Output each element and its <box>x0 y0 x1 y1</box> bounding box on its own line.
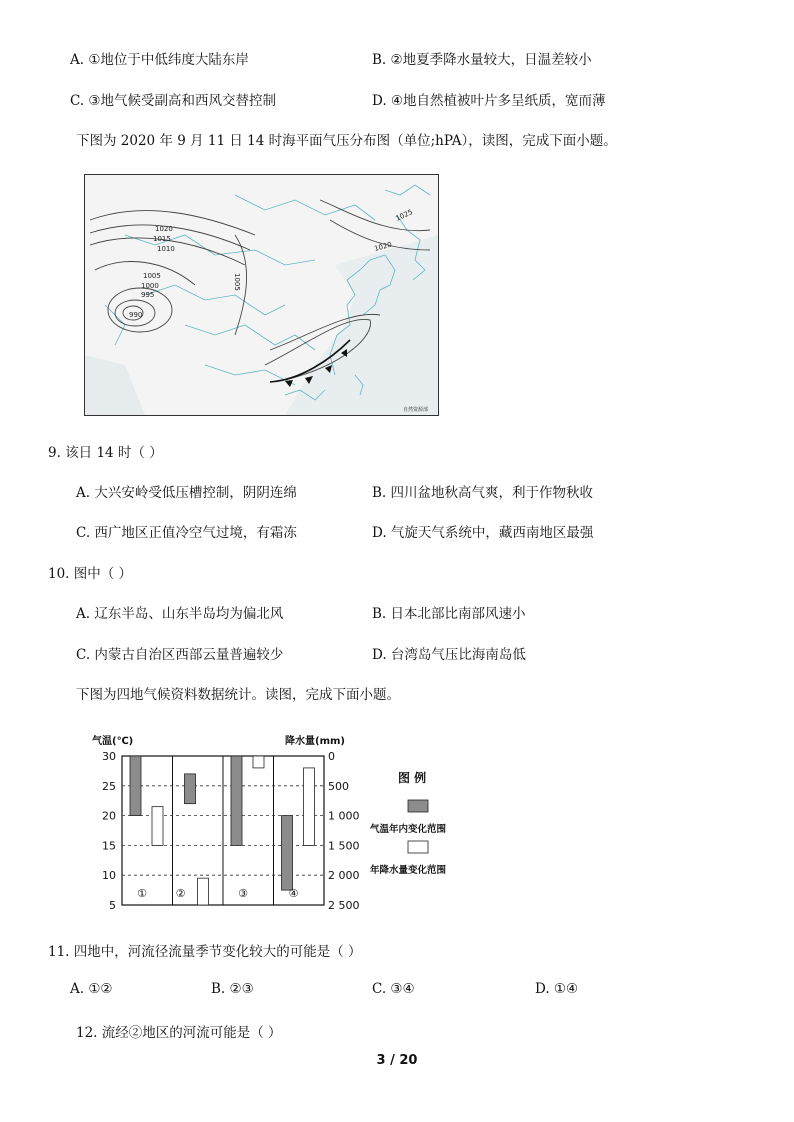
q10-stem: 10. 图中（ ） <box>48 566 133 582</box>
q9-option-d: D. 气旋天气系统中，藏西南地区最强 <box>372 525 594 541</box>
temp-range-bar <box>130 756 141 816</box>
legend-precip-label: 年降水量变化范围 <box>370 865 447 876</box>
temp-range-bar <box>231 756 242 845</box>
q10-option-c: C. 内蒙古自治区西部云量普遍较少 <box>76 647 284 663</box>
prev-option-c: C. ③地气候受副高和西风交替控制 <box>70 93 277 109</box>
q9-option-a: A. 大兴安岭受低压槽控制，阴阴连绵 <box>76 485 297 501</box>
left-tick-label: 10 <box>102 869 116 883</box>
legend-temp-swatch <box>408 800 428 812</box>
sea-level-pressure-map <box>84 174 439 416</box>
precip-range-bar <box>304 768 315 845</box>
map-credit: 自然资源部 <box>403 407 429 413</box>
temp-range-bar <box>185 774 196 804</box>
isobar-label-995: 995 <box>141 291 155 299</box>
left-tick-label: 20 <box>102 809 116 823</box>
precip-range-bar <box>253 756 264 768</box>
isobar-label-1000: 1000 <box>141 282 159 290</box>
q12-stem: 12. 流经②地区的河流可能是（ ） <box>76 1025 282 1041</box>
isobar-label-1005b: 1005 <box>233 273 241 291</box>
q11-stem: 11. 四地中，河流径流量季节变化较大的可能是（ ） <box>48 944 362 960</box>
legend-title: 图 例 <box>398 771 427 785</box>
left-tick-label: 30 <box>102 750 116 763</box>
category-label: ③ <box>238 887 248 900</box>
q11-option-d: D. ①④ <box>535 981 579 997</box>
climate-chart <box>88 730 480 910</box>
isobar-label-1005: 1005 <box>143 272 161 280</box>
category-label: ① <box>137 887 147 900</box>
map-intro-text: 下图为 2020 年 9 月 11 日 14 时海平面气压分布图（单位;hPA），读图，完成下面小题。 <box>76 133 617 149</box>
isobar-label-990: 990 <box>129 311 143 319</box>
q11-option-c: C. ③④ <box>372 981 415 997</box>
left-tick-label: 25 <box>102 779 116 793</box>
isobar-label-1025: 1025 <box>394 208 415 223</box>
isobar-label-1015: 1015 <box>153 235 171 243</box>
page-number: 3 / 20 <box>376 1053 418 1068</box>
q9-option-c: C. 西广地区正值冷空气过境，有霜冻 <box>76 525 297 541</box>
category-label: ④ <box>288 887 299 900</box>
prev-option-a: A. ①地位于中低纬度大陆东岸 <box>70 52 249 68</box>
right-tick-label: 1 500 <box>328 839 360 853</box>
precip-range-bar <box>152 807 163 846</box>
isobar-label-1020b: 1020 <box>373 240 393 253</box>
legend-precip-swatch <box>408 841 428 853</box>
left-tick-label: 15 <box>102 839 116 853</box>
right-tick-label: 500 <box>328 779 349 793</box>
pressure-map-graphic <box>85 175 438 415</box>
right-tick-label: 1 000 <box>328 809 360 823</box>
q10-option-a: A. 辽东半岛、山东半岛均为偏北风 <box>76 606 284 622</box>
category-label: ② <box>175 887 186 900</box>
right-axis-label: 降水量(mm) <box>285 736 345 747</box>
legend-temp-label: 气温年内变化范围 <box>370 824 447 835</box>
q11-option-a: A. ①② <box>70 981 113 997</box>
temp-range-bar <box>282 816 293 891</box>
right-tick-label: 2 500 <box>328 899 360 910</box>
right-tick-label: 0 <box>328 750 335 763</box>
q9-stem: 9. 该日 14 时（ ） <box>48 445 163 461</box>
isobar-label-1010: 1010 <box>157 245 175 253</box>
prev-option-d: D. ④地自然植被叶片多呈纸质，宽而薄 <box>372 93 606 109</box>
chart-intro-text: 下图为四地气候资料数据统计。读图，完成下面小题。 <box>76 687 400 703</box>
climate-chart-graphic <box>88 730 480 910</box>
q10-option-d: D. 台湾岛气压比海南岛低 <box>372 647 526 663</box>
precip-range-bar <box>198 878 209 905</box>
prev-option-b: B. ②地夏季降水量较大，日温差较小 <box>372 52 592 68</box>
isobar-label-1020: 1020 <box>155 225 173 233</box>
q11-option-b: B. ②③ <box>211 981 254 997</box>
right-tick-label: 2 000 <box>328 869 360 883</box>
q9-option-b: B. 四川盆地秋高气爽，利于作物秋收 <box>372 485 594 501</box>
q10-option-b: B. 日本北部比南部风速小 <box>372 606 526 622</box>
left-axis-label: 气温(℃) <box>92 736 134 747</box>
left-tick-label: 5 <box>109 899 116 910</box>
